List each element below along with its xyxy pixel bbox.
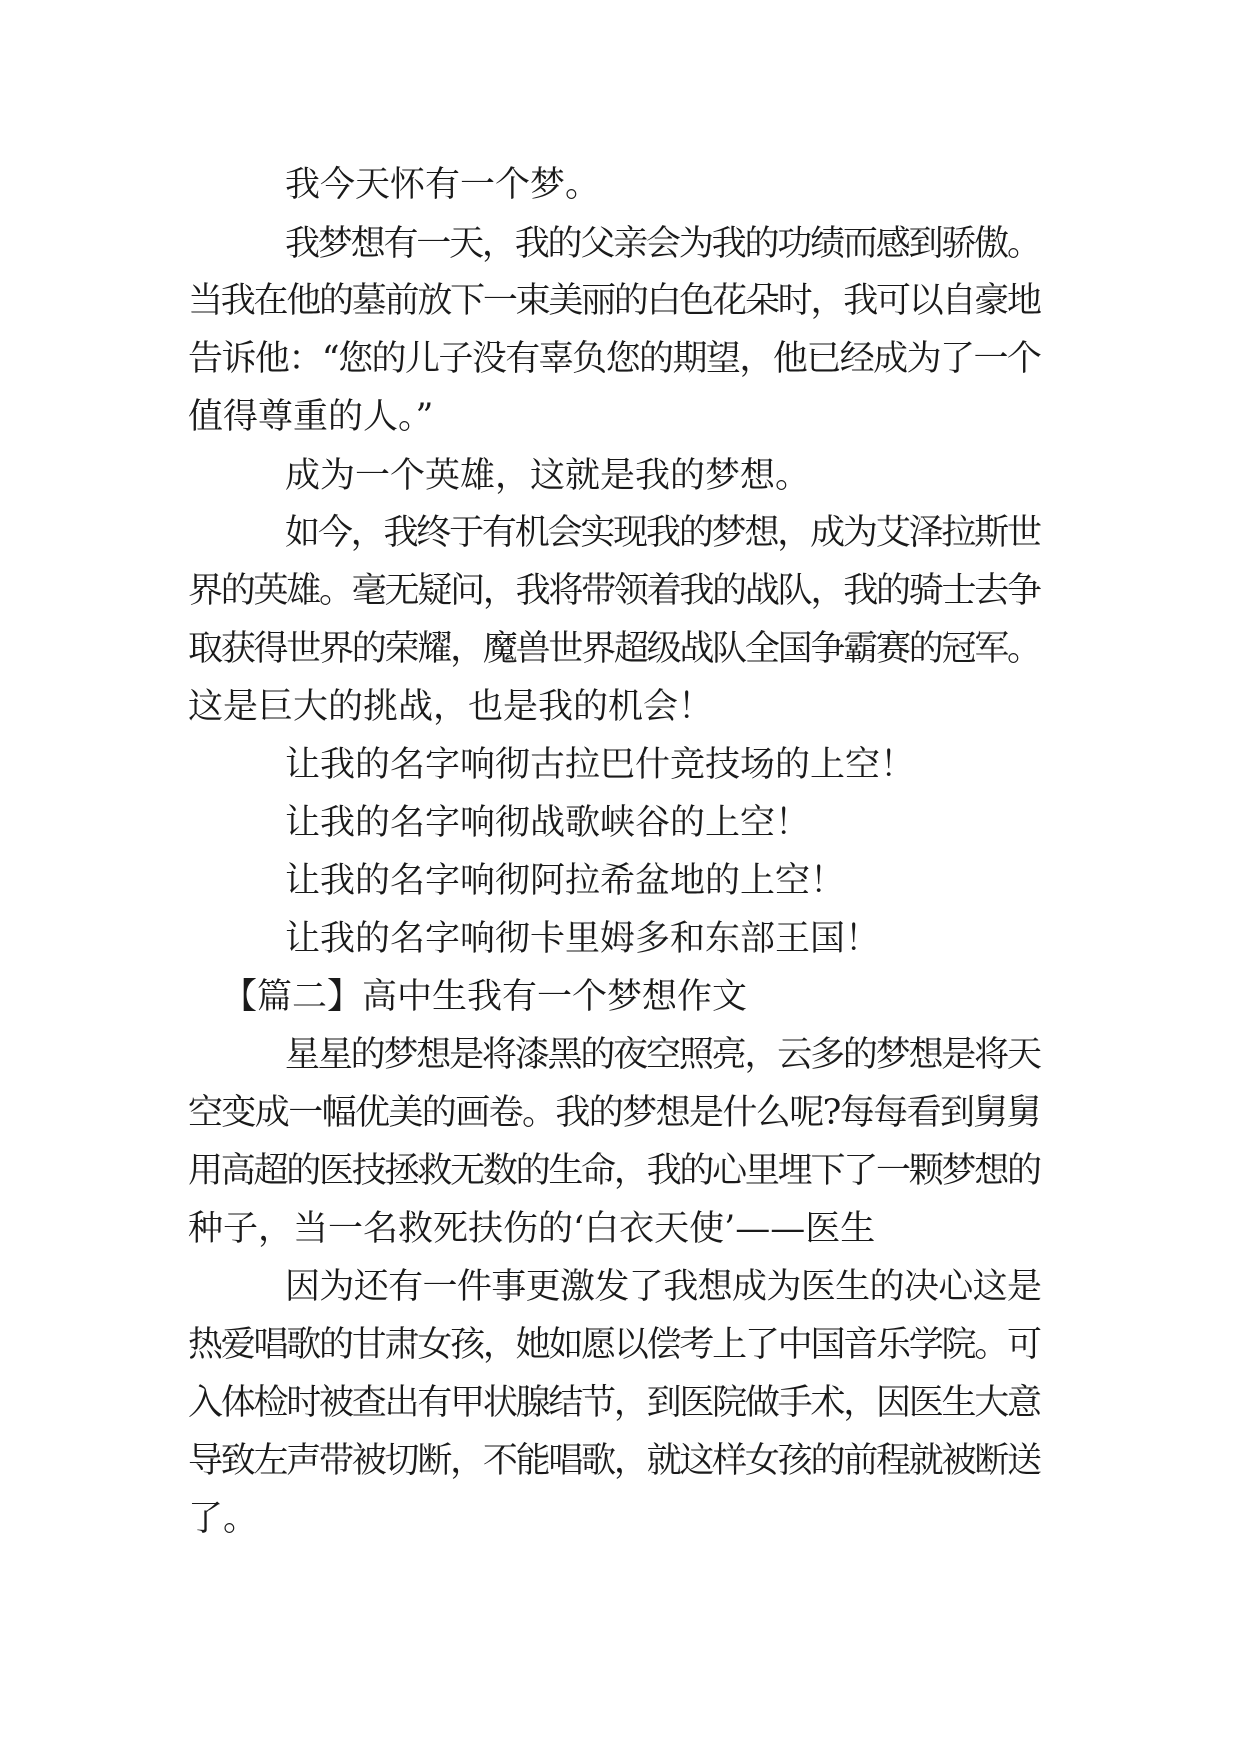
text-line: 让我的名字响彻卡里姆多和东部王国！ (285, 919, 881, 959)
text-line: 让我的名字响彻古拉巴什竞技场的上空！ (285, 745, 916, 785)
text-line: 当我在他的墓前放下一束美丽的白色花朵时，我可以自豪地 (188, 281, 1040, 321)
text-line: 成为一个英雄，这就是我的梦想。 (285, 456, 811, 496)
text-line: 我梦想有一天，我的父亲会为我的功绩而感到骄傲。 (285, 224, 1040, 264)
text-line: 我今天怀有一个梦。 (285, 165, 601, 205)
text-line: 了。 (188, 1499, 259, 1539)
text-line: 如今，我终于有机会实现我的梦想，成为艾泽拉斯世 (285, 513, 1040, 553)
text-line: 种子，当一名救死扶伤的‘白衣天使’——医生 (188, 1209, 876, 1249)
text-line: 入体检时被查出有甲状腺结节，到医院做手术，因医生大意 (188, 1383, 1040, 1423)
text-line: 让我的名字响彻阿拉希盆地的上空！ (285, 861, 846, 901)
section-heading: 【篇二】高中生我有一个梦想作文 (222, 977, 748, 1017)
text-line: 这是巨大的挑战，也是我的机会！ (188, 687, 714, 727)
text-line: 热爱唱歌的甘肃女孩，她如愿以偿考上了中国音乐学院。可 (188, 1325, 1040, 1365)
text-line: 让我的名字响彻战歌峡谷的上空！ (285, 803, 811, 843)
text-line: 因为还有一件事更激发了我想成为医生的决心这是 (285, 1267, 1042, 1307)
text-line: 用高超的医技拯救无数的生命，我的心里埋下了一颗梦想的 (188, 1151, 1040, 1191)
text-line: 值得尊重的人。” (188, 397, 434, 437)
text-line: 导致左声带被切断，不能唱歌，就这样女孩的前程就被断送 (188, 1441, 1040, 1481)
text-line: 取获得世界的荣耀，魔兽世界超级战队全国争霸赛的冠军。 (188, 629, 1040, 669)
text-line: 界的英雄。毫无疑问，我将带领着我的战队，我的骑士去争 (188, 571, 1040, 611)
text-line: 空变成一幅优美的画卷。我的梦想是什么呢?每每看到舅舅 (188, 1093, 1041, 1133)
text-line: 告诉他：“您的儿子没有辜负您的期望，他已经成为了一个 (188, 339, 1041, 379)
text-line: 星星的梦想是将漆黑的夜空照亮，云多的梦想是将天 (285, 1035, 1040, 1075)
